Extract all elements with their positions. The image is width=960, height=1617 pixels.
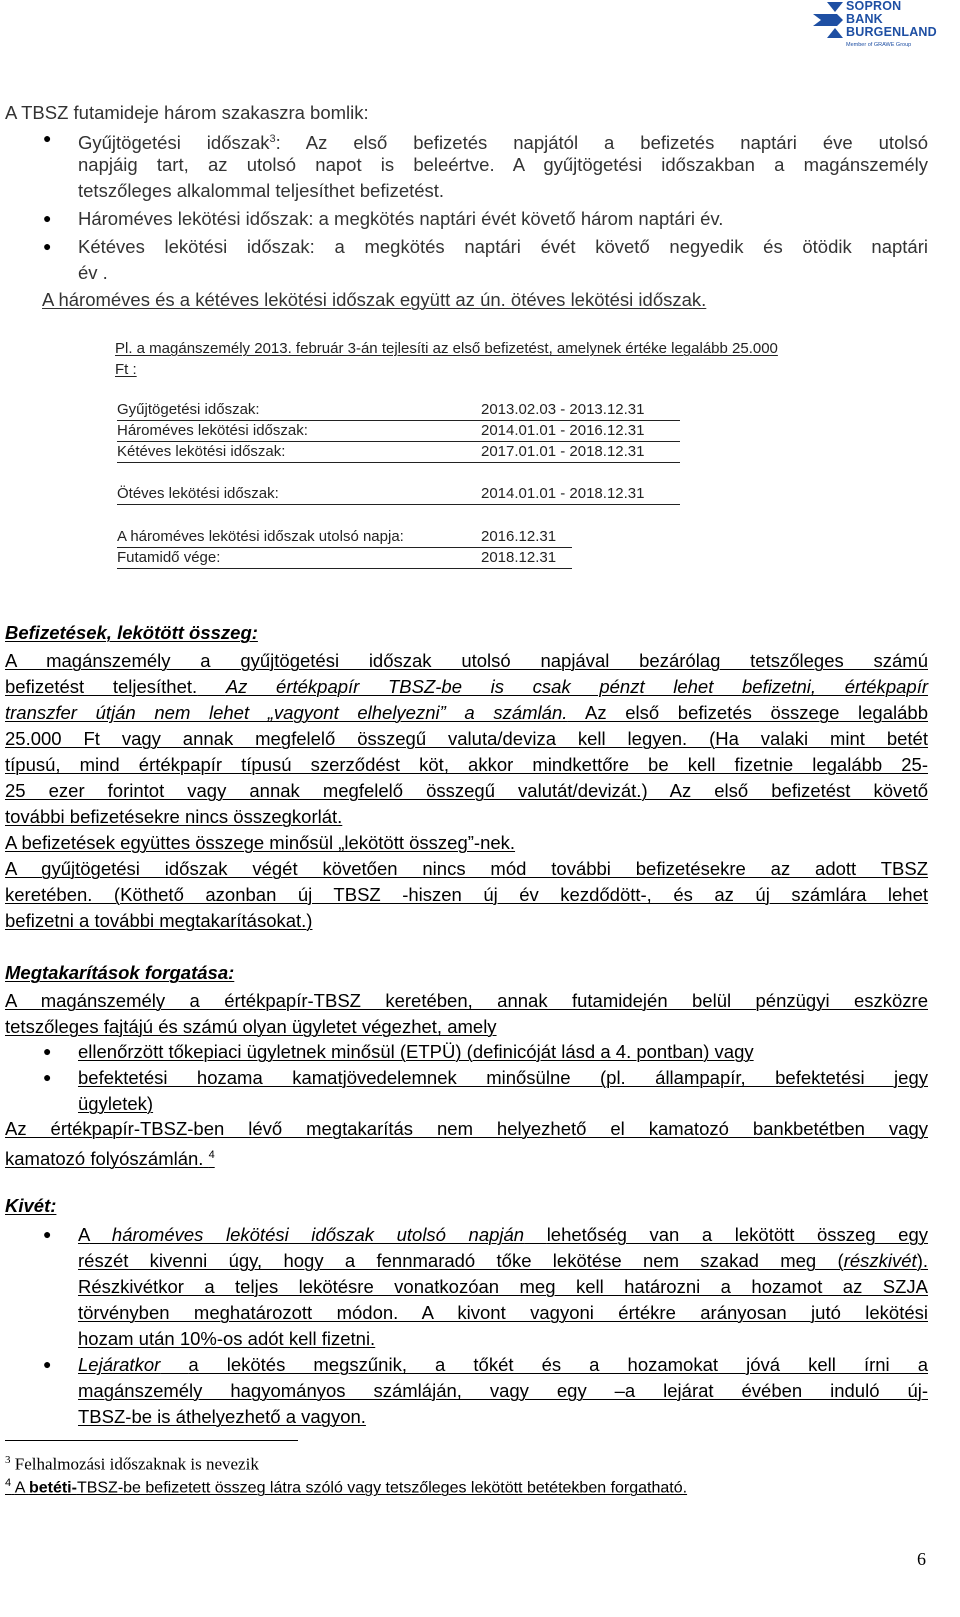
bullet-icon: ●: [43, 1356, 52, 1372]
intro-bullet-1-line-1: Gyűjtögetési időszak$^3$: Az első befizetés napjától a befizetés naptári éve utolsó: [78, 132, 929, 154]
bullet-icon: ●: [43, 210, 52, 226]
bullet-icon: ●: [43, 238, 52, 254]
befizetesek-line-9: A gyűjtögetési időszak végét követően nincs mód további befizetésekre az adott TBSZ: [5, 858, 928, 879]
row-underline: [117, 462, 680, 463]
forgatas-line-3: Az értékpapír-TBSZ-ben lévő megtakarítás nem helyezhető el kamatozó bankbetétben vagy: [5, 1118, 928, 1139]
befizetesek-line-3: transzfer útján nem lehet „vagyont elhelyezni” a számlán. Az első befizetés összege legalább: [5, 702, 928, 723]
page-number: 6: [917, 1549, 926, 1569]
befizetesek-line-4: 25.000 Ft vagy annak megfelelő összegű valuta/deviza kell legyen. (Ha valaki mint betét: [5, 728, 928, 749]
row-label: Ötéves lekötési időszak:: [117, 485, 279, 502]
row-value: 2018.12.31: [481, 549, 557, 566]
row-label: A hároméves lekötési időszak utolsó napja:: [117, 528, 404, 545]
forgatas-bullet-2-line-2: ügyletek): [78, 1093, 154, 1114]
intro-heading: A TBSZ futamideje három szakaszra bomlik:: [5, 102, 369, 123]
kivet-bullet-1-line-5: hozam után 10%-os adót kell fizetni.: [78, 1328, 376, 1349]
row-value: 2014.01.01 - 2016.12.31: [481, 422, 645, 439]
kivet-bullet-2-line-1: Lejáratkor a lekötés megszűnik, a tőkét és a hozamokat jóvá kell írni a: [78, 1354, 928, 1375]
intro-bullet-3-line-2: év .: [78, 262, 108, 283]
bullet-icon: ●: [43, 130, 52, 146]
footnote-3: $^3$ Felhalmozási időszaknak is nevezik: [5, 1454, 259, 1474]
befizetesek-line-6: 25 ezer forintot vagy annak megfelelő összegű valutát/devizát.) Az első befizetést követő: [5, 780, 928, 801]
row-value: 2013.02.03 - 2013.12.31: [481, 401, 645, 418]
row-value: 2016.12.31: [481, 528, 557, 545]
befizetesek-heading: Befizetések, lekötött összeg:: [5, 622, 258, 643]
bullet-icon: ●: [43, 1043, 52, 1059]
forgatas-heading: Megtakarítások forgatása:: [5, 962, 235, 983]
row-underline: [117, 568, 572, 569]
row-label: Gyűjtögetési időszak:: [117, 401, 260, 418]
logo-line-3: BURGENLAND: [846, 25, 937, 39]
forgatas-line-2: tetszőleges fajtájú és számú olyan ügyletet végezhet, amely: [5, 1016, 497, 1037]
befizetesek-line-2: befizetést teljesíthet. Az értékpapír TBSZ-be is csak pénzt lehet befizetni, értékpapír: [5, 676, 928, 697]
kivet-bullet-2-line-2: magánszemély hagyományos számláján, vagy egy –a lejárat évében induló új-: [78, 1380, 928, 1401]
row-label: Hároméves lekötési időszak:: [117, 422, 308, 439]
row-underline: [117, 547, 572, 548]
forgatas-line-4: kamatozó folyószámlán. $^4$: [5, 1148, 215, 1170]
befizetesek-line-11: befizetni a további megtakarításokat.): [5, 910, 313, 931]
bullet-icon: ●: [43, 1069, 52, 1085]
row-underline: [117, 420, 680, 421]
kivet-heading: Kivét:: [5, 1195, 57, 1216]
row-underline: [117, 504, 680, 505]
forgatas-bullet-2-line-1: befektetési hozama kamatjövedelemnek minősülne (pl. állampapír, befektetési jegy: [78, 1067, 928, 1088]
logo-mark-icon: [813, 2, 843, 38]
logo-member: Member of GRAWE Group: [846, 42, 912, 48]
kivet-bullet-1-line-3: Részkivétkor a teljes lekötésre vonatkozóan meg kell határozni a hozamot az SZJA: [78, 1276, 928, 1297]
footnote-4: $^4$ A betéti-TBSZ-be befizetett összeg látra szóló vagy tetszőleges lekötött betétekben forgatható.: [5, 1477, 688, 1497]
kivet-bullet-1-line-1: A hároméves lekötési időszak utolsó napján lehetőség van a lekötött összeg egy: [78, 1224, 929, 1245]
intro-summary: A hároméves és a kétéves lekötési időszak együtt az ún. ötéves lekötési időszak.: [42, 289, 707, 310]
befizetesek-line-8: A befizetések együttes összege minősül „lekötött összeg”-nek.: [5, 832, 516, 853]
kivet-bullet-1-line-2: részét kivenni úgy, hogy a fennmaradó tőke lekötése nem szakad meg (részkivét).: [78, 1250, 928, 1271]
logo-line-2: BANK: [846, 12, 883, 26]
befizetesek-line-1: A magánszemély a gyűjtögetési időszak utolsó napjával bezárólag tetszőleges számú: [5, 650, 928, 671]
kivet-bullet-2-line-3: TBSZ-be is áthelyezhető a vagyon.: [78, 1406, 366, 1427]
intro-bullet-3-line-1: Kétéves lekötési időszak: a megkötés naptári évét követő negyedik és ötödik naptári: [78, 236, 928, 257]
forgatas-bullet-1: ellenőrzött tőkepiaci ügyletnek minősül (ETPÜ) (definicóját lásd a 4. pontban) vagy: [78, 1041, 754, 1062]
befizetesek-line-10: keretében. (Köthető azonban új TBSZ -hiszen új év kezdődött-, és az új számlára lehet: [5, 884, 928, 905]
forgatas-line-1: A magánszemély a értékpapír-TBSZ keretében, annak futamidején belül pénzügyi eszközre: [5, 990, 928, 1011]
intro-bullet-1-line-2: napjáig tart, az utolsó napot is beleértve. A gyűjtögetési időszakban a magánszemély: [78, 154, 928, 175]
example-line-1: Pl. a magánszemély 2013. február 3-án tejlesíti az első befizetést, amelynek értéke legalább 25.000: [115, 340, 778, 357]
logo-line-1: SOPRON: [846, 0, 902, 13]
footnote-divider: [5, 1440, 298, 1441]
example-line-2: Ft :: [115, 361, 137, 378]
row-label: Futamidő vége:: [117, 549, 221, 566]
intro-bullet-2: Hároméves lekötési időszak: a megkötés naptári évét követő három naptári év.: [78, 208, 724, 229]
bank-logo: [813, 0, 960, 52]
row-label: Kétéves lekötési időszak:: [117, 443, 286, 460]
row-underline: [117, 441, 680, 442]
kivet-bullet-1-line-4: törvényben meghatározott módon. A kivont vagyoni értékre arányosan jutó lekötési: [78, 1302, 928, 1323]
befizetesek-line-5: típusú, mind értékpapír típusú szerződést köt, akkor mindkettőre be kell fizetnie legalább 25-: [5, 754, 928, 775]
intro-bullet-1-line-3: tetszőleges alkalommal teljesíthet befizetést.: [78, 180, 445, 201]
bullet-icon: ●: [43, 1226, 52, 1242]
row-value: 2014.01.01 - 2018.12.31: [481, 485, 645, 502]
befizetesek-line-7: további befizetésekre nincs összegkorlát.: [5, 806, 343, 827]
row-value: 2017.01.01 - 2018.12.31: [481, 443, 645, 460]
